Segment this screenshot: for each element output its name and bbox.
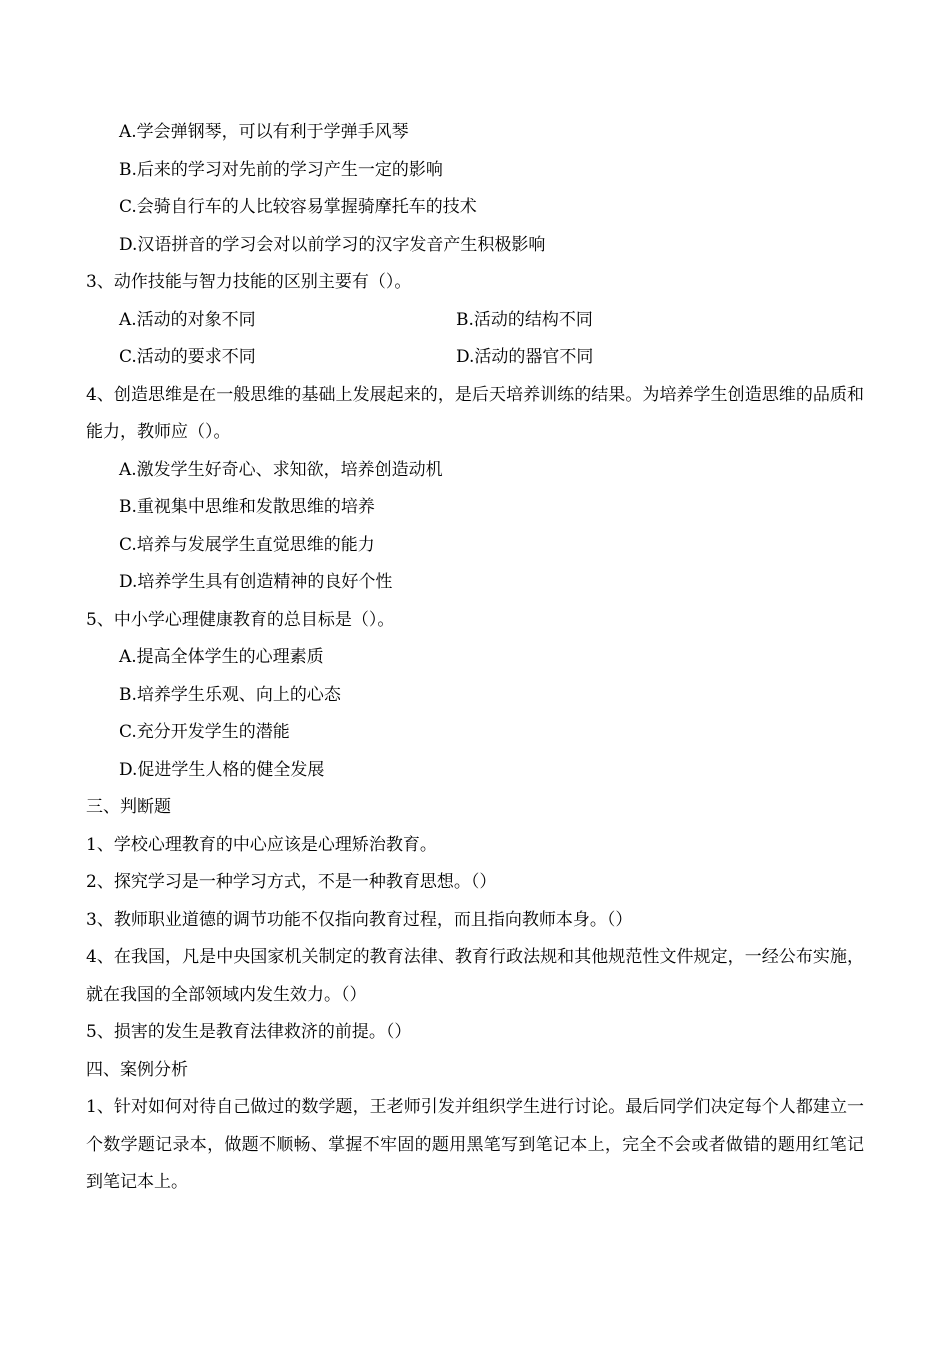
- q2-option-b: B.后来的学习对先前的学习产生一定的影响: [119, 159, 443, 180]
- q2-option-c: C.会骑自行车的人比较容易掌握骑摩托车的技术: [119, 197, 477, 217]
- q4-option-b: B.重视集中思维和发散思维的培养: [119, 497, 375, 517]
- q3-options-row-1: [86, 302, 864, 340]
- q4-option-c: C.培养与发展学生直觉思维的能力: [119, 534, 375, 555]
- section3-heading: 三、判断题: [86, 797, 171, 817]
- q3-option-c: C.活动的要求不同: [119, 347, 256, 367]
- q4-option-d: D.培养学生具有创造精神的良好个性: [119, 572, 393, 592]
- section4-heading: 四、案例分析: [86, 1059, 188, 1080]
- q3-option-d: D.活动的器官不同: [456, 347, 594, 367]
- q3-stem: 3、动作技能与智力技能的区别主要有（）。: [86, 272, 412, 292]
- q5-option-d: D.促进学生人格的健全发展: [119, 759, 325, 780]
- q3-options-row-2: [86, 339, 864, 377]
- q5-option-a: A.提高全体学生的心理素质: [119, 647, 324, 667]
- q5-option-c: C.充分开发学生的潜能: [119, 722, 290, 742]
- tf-item-4: 4、在我国，凡是中央国家机关制定的教育法律、教育行政法规和其他规范性文件规定，一经公布实施，就在我国的全部领域内发生效力。（）: [86, 947, 864, 1005]
- q3-option-b: B.活动的结构不同: [456, 309, 593, 330]
- tf-item-3: 3、教师职业道德的调节功能不仅指向教育过程，而且指向教师本身。（）: [86, 909, 633, 930]
- q2-option-a: A.学会弹钢琴，可以有利于学弹手风琴: [119, 122, 409, 142]
- tf-item-5: 5、损害的发生是教育法律救济的前提。（）: [86, 1022, 412, 1042]
- tf-item-2: 2、探究学习是一种学习方式，不是一种教育思想。（）: [86, 872, 497, 892]
- tf-item-1: 1、学校心理教育的中心应该是心理矫治教育。: [86, 834, 437, 855]
- q4-stem: 4、创造思维是在一般思维的基础上发展起来的，是后天培养训练的结果。为培养学生创造思维的品质和能力，教师应（）。: [86, 384, 864, 442]
- q5-stem: 5、中小学心理健康教育的总目标是（）。: [86, 609, 395, 630]
- q5-option-b: B.培养学生乐观、向上的心态: [119, 684, 341, 705]
- q4-option-a: A.激发学生好奇心、求知欲，培养创造动机: [119, 459, 443, 480]
- q3-option-a: A.活动的对象不同: [119, 309, 256, 330]
- q2-option-d: D.汉语拼音的学习会对以前学习的汉字发音产生积极影响: [119, 234, 546, 255]
- case-1-text: 1、针对如何对待自己做过的数学题，王老师引发并组织学生进行讨论。最后同学们决定每个人都建立一个数学题记录本，做题不顺畅、掌握不牢固的题用黑笔写到笔记本上，完全不会或者做错的题用红笔记到笔记本上。: [86, 1097, 864, 1192]
